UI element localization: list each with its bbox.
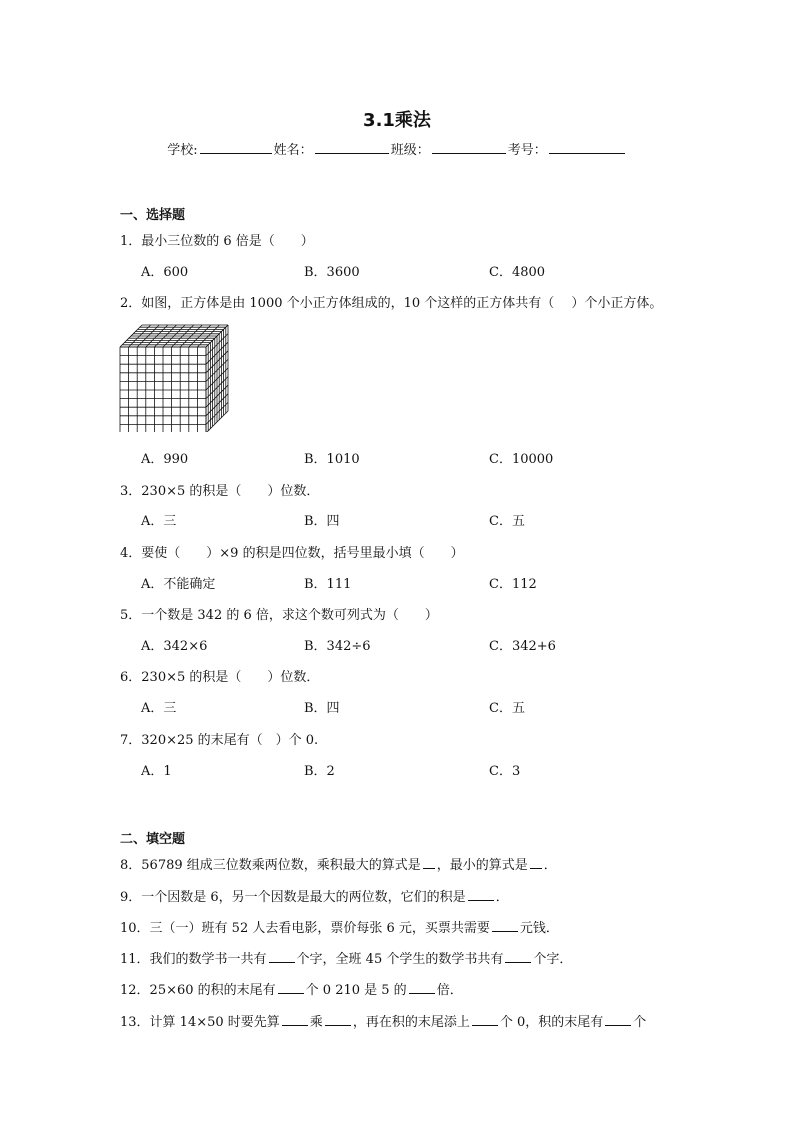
question-10 bbox=[120, 917, 559, 936]
q5-option-a[interactable]: A．342×6 bbox=[141, 639, 208, 654]
q9-text-1: 9．一个因数是 6，另一个因数是最大的两位数，它们的积是 bbox=[120, 890, 466, 905]
question-8 bbox=[120, 854, 557, 873]
q4-option-b[interactable]: B．111 bbox=[304, 577, 352, 592]
question-11 bbox=[120, 948, 572, 967]
q12-text-2: 个 0 210 是 5 的 bbox=[305, 983, 407, 998]
q8-blank-1[interactable] bbox=[423, 856, 435, 869]
q13-text-3: ，再在积的末尾添上 bbox=[352, 1015, 470, 1030]
q10-text-1: 10．三（一）班有 52 人去看电影，票价每张 6 元，买票共需要 bbox=[120, 921, 490, 936]
q3-option-c[interactable]: C．五 bbox=[489, 514, 525, 529]
question-5: 5．一个数是 342 的 6 倍，求这个数可列式为（ ） bbox=[120, 608, 438, 623]
q2-option-a[interactable]: A．990 bbox=[141, 452, 189, 467]
q9-text-2: ． bbox=[495, 890, 509, 905]
question-6: 6．230×5 的积是（ ）位数． bbox=[120, 670, 320, 685]
q8-text-3: ． bbox=[543, 858, 557, 873]
section-choice-heading: 一、选择题 bbox=[120, 208, 186, 223]
school-blank[interactable] bbox=[200, 141, 272, 154]
q12-blank-1[interactable] bbox=[278, 981, 304, 994]
q12-text-1: 12．25×60 的积的末尾有 bbox=[120, 983, 276, 998]
name-blank[interactable] bbox=[315, 141, 389, 154]
q12-blank-2[interactable] bbox=[409, 981, 435, 994]
q8-text-1: 8．56789 组成三位数乘两位数，乘积最大的算式是 bbox=[120, 858, 421, 873]
q2-option-b[interactable]: B．1010 bbox=[304, 452, 360, 467]
q9-blank-1[interactable] bbox=[468, 888, 494, 901]
number-label: 考号： bbox=[507, 143, 547, 158]
question-2: 2．如图，正方体是由 1000 个小正方体组成的，10 个这样的正方体共有（ ）个小正方体。 bbox=[120, 296, 663, 311]
q13-blank-4[interactable] bbox=[605, 1013, 631, 1026]
q13-text-5: 个 bbox=[633, 1015, 647, 1030]
question-13 bbox=[120, 1011, 646, 1030]
q13-blank-1[interactable] bbox=[282, 1013, 308, 1026]
q10-text-2: 元钱． bbox=[519, 921, 559, 936]
q5-option-b[interactable]: B．342÷6 bbox=[304, 639, 371, 654]
page-title: 3.1乘法 bbox=[363, 110, 431, 131]
q4-option-c[interactable]: C．112 bbox=[489, 577, 537, 592]
question-12 bbox=[120, 979, 463, 998]
q13-blank-3[interactable] bbox=[472, 1013, 498, 1026]
name-label: 姓名： bbox=[273, 143, 313, 158]
q6-option-c[interactable]: C．五 bbox=[489, 701, 525, 716]
q5-option-c[interactable]: C．342+6 bbox=[489, 639, 556, 654]
class-blank[interactable] bbox=[432, 141, 506, 154]
q7-option-c[interactable]: C．3 bbox=[489, 764, 521, 779]
q8-blank-2[interactable] bbox=[530, 856, 542, 869]
q11-text-1: 11．我们的数学书一共有 bbox=[120, 952, 267, 967]
question-3: 3．230×5 的积是（ ）位数． bbox=[120, 484, 320, 499]
section-fill-heading: 二、填空题 bbox=[120, 832, 186, 847]
q13-text-4: 个 0，积的末尾有 bbox=[499, 1015, 604, 1030]
question-9 bbox=[120, 886, 509, 905]
q3-option-b[interactable]: B．四 bbox=[304, 514, 340, 529]
school-label: 学校: bbox=[167, 143, 198, 158]
question-4: 4．要使（ ）×9 的积是四位数，括号里最小填（ ） bbox=[120, 546, 464, 561]
q2-option-c[interactable]: C．10000 bbox=[489, 452, 554, 467]
q12-text-3: 倍． bbox=[436, 983, 463, 998]
question-7: 7．320×25 的末尾有（ ）个 0. bbox=[120, 733, 319, 748]
q11-text-2: 个字，全班 45 个学生的数学书共有 bbox=[296, 952, 504, 967]
q8-text-2: ，最小的算式是 bbox=[436, 858, 528, 873]
q6-option-a[interactable]: A．三 bbox=[141, 701, 177, 716]
q10-blank-1[interactable] bbox=[492, 919, 518, 932]
q13-text-2: 乘 bbox=[309, 1015, 323, 1030]
number-blank[interactable] bbox=[549, 141, 625, 154]
q4-option-a[interactable]: A．不能确定 bbox=[141, 577, 216, 592]
q13-blank-2[interactable] bbox=[325, 1013, 351, 1026]
class-label: 班级： bbox=[390, 143, 430, 158]
q1-option-b[interactable]: B．3600 bbox=[304, 265, 360, 280]
q11-text-3: 个字． bbox=[533, 952, 573, 967]
q1-option-a[interactable]: A．600 bbox=[141, 265, 189, 280]
q6-option-b[interactable]: B．四 bbox=[304, 701, 340, 716]
student-info-line bbox=[0, 139, 794, 158]
q7-option-b[interactable]: B．2 bbox=[304, 764, 335, 779]
q1-option-c[interactable]: C．4800 bbox=[489, 265, 546, 280]
q3-option-a[interactable]: A．三 bbox=[141, 514, 177, 529]
q13-text-1: 13．计算 14×50 时要先算 bbox=[120, 1015, 280, 1030]
question-1: 1．最小三位数的 6 倍是（ ） bbox=[120, 234, 314, 249]
q7-option-a[interactable]: A．1 bbox=[141, 764, 172, 779]
q11-blank-1[interactable] bbox=[269, 950, 295, 963]
q11-blank-2[interactable] bbox=[505, 950, 531, 963]
cube-figure bbox=[115, 320, 235, 432]
